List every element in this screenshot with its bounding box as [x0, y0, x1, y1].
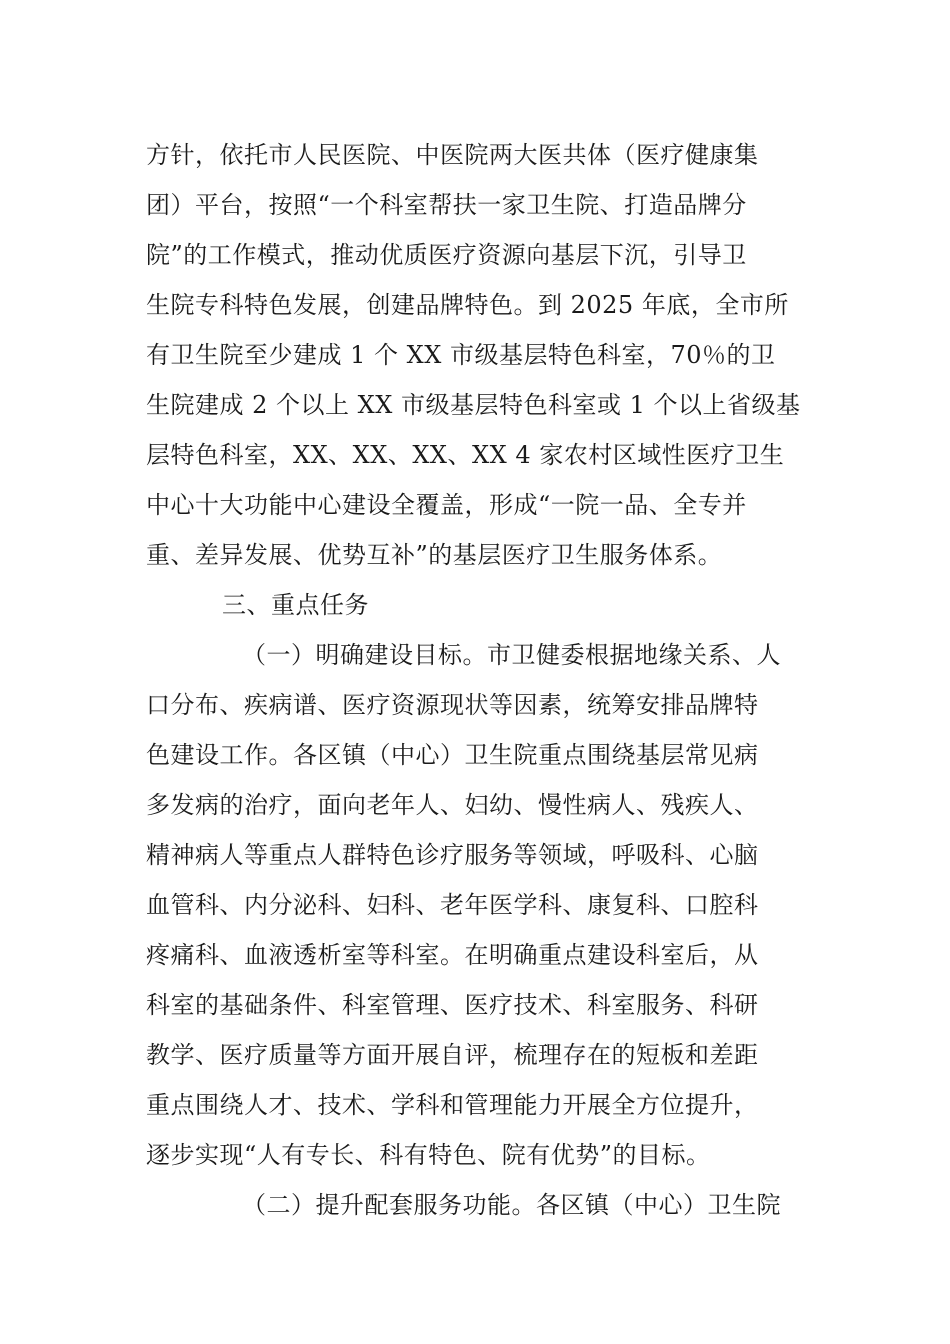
paragraph-line: 多发病的治疗，面向老年人、妇幼、慢性病人、残疾人、 [146, 791, 759, 819]
paragraph-line: 疼痛科、血液透析室等科室。在明确重点建设科室后，从 [146, 941, 759, 969]
paragraph-line: （二）提升配套服务功能。各区镇（中心）卫生院 [242, 1191, 781, 1219]
paragraph-line: 生院专科特色发展，创建品牌特色。到 2025 年底，全市所 [146, 291, 789, 319]
paragraph-line: 逐步实现“人有专长、科有特色、院有优势”的目标。 [146, 1141, 711, 1169]
paragraph-line: 重点围绕人才、技术、学科和管理能力开展全方位提升， [146, 1091, 759, 1119]
paragraph-line: 中心十大功能中心建设全覆盖，形成“一院一品、全专并 [146, 491, 747, 519]
paragraph-line: 院”的工作模式，推动优质医疗资源向基层下沉，引导卫 [146, 241, 747, 269]
paragraph-line: 团）平台，按照“一个科室帮扶一家卫生院、打造品牌分 [146, 191, 747, 219]
paragraph-line: 层特色科室，XX、XX、XX、XX 4 家农村区域性医疗卫生 [146, 441, 785, 469]
paragraph-line: （一）明确建设目标。市卫健委根据地缘关系、人 [242, 641, 781, 669]
paragraph-line: 色建设工作。各区镇（中心）卫生院重点围绕基层常见病 [146, 741, 759, 769]
paragraph-line: 教学、医疗质量等方面开展自评，梳理存在的短板和差距 [146, 1041, 759, 1069]
paragraph-line: 方针，依托市人民医院、中医院两大医共体（医疗健康集 [146, 141, 759, 169]
paragraph-line: 精神病人等重点人群特色诊疗服务等领域，呼吸科、心脑 [146, 841, 759, 869]
paragraph-line: 生院建成 2 个以上 XX 市级基层特色科室或 1 个以上省级基 [146, 391, 801, 419]
paragraph-line: 口分布、疾病谱、医疗资源现状等因素，统筹安排品牌特 [146, 691, 759, 719]
paragraph-line: 血管科、内分泌科、妇科、老年医学科、康复科、口腔科 [146, 891, 759, 919]
section-heading: 三、重点任务 [222, 591, 369, 619]
paragraph-line: 重、差异发展、优势互补”的基层医疗卫生服务体系。 [146, 541, 723, 569]
paragraph-line: 有卫生院至少建成 1 个 XX 市级基层特色科室，70％的卫 [146, 341, 776, 369]
paragraph-line: 科室的基础条件、科室管理、医疗技术、科室服务、科研 [146, 991, 759, 1019]
